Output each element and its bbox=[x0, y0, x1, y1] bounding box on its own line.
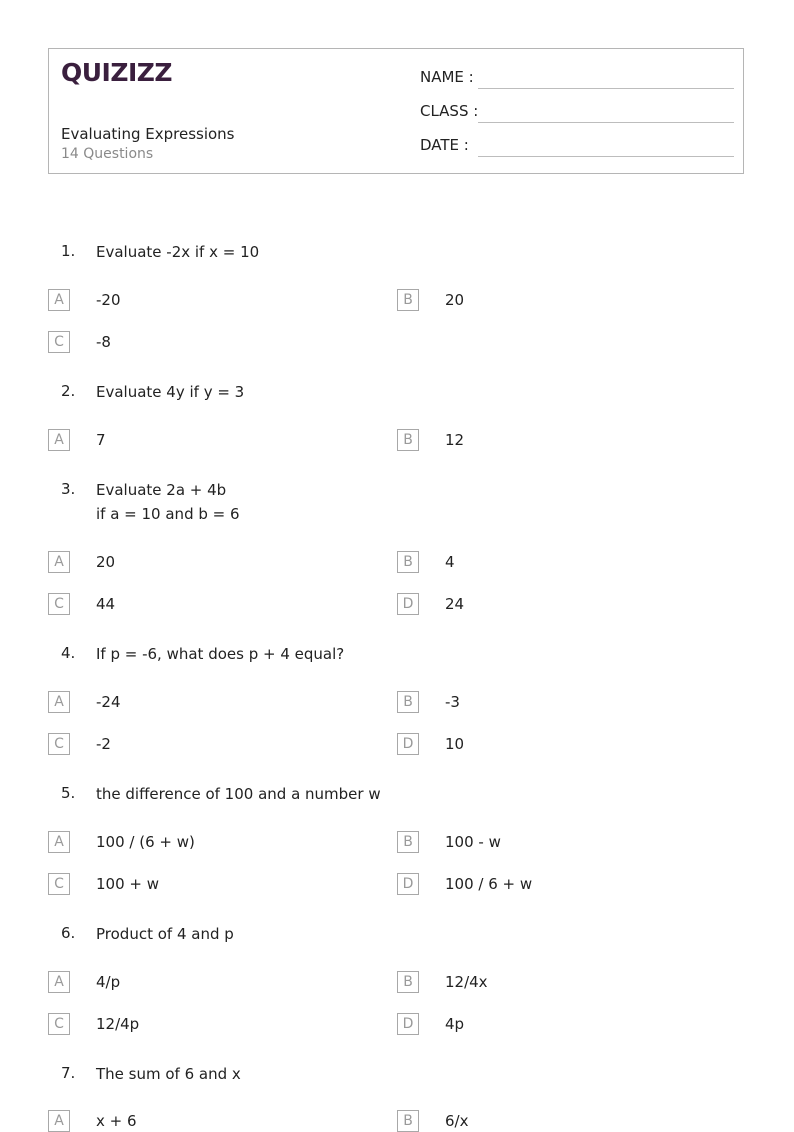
option-letter-c[interactable]: C bbox=[48, 873, 70, 895]
worksheet-header bbox=[48, 48, 744, 174]
option-letter-b[interactable]: B bbox=[397, 831, 419, 853]
option-letter-a[interactable]: A bbox=[48, 551, 70, 573]
option-text: 100 - w bbox=[445, 833, 501, 851]
quizizz-logo: QUIZIZZ bbox=[61, 58, 173, 87]
option-letter-d[interactable]: D bbox=[397, 593, 419, 615]
question-number: 4. bbox=[61, 644, 76, 662]
option-letter-a[interactable]: A bbox=[48, 971, 70, 993]
question-number: 6. bbox=[61, 924, 76, 942]
option-text: 44 bbox=[96, 595, 116, 613]
option-letter-c[interactable]: C bbox=[48, 1013, 70, 1035]
option-letter-b[interactable]: B bbox=[397, 691, 419, 713]
option-text: 10 bbox=[445, 735, 465, 753]
question-text: Product of 4 and p bbox=[96, 925, 234, 943]
option-letter-c[interactable]: C bbox=[48, 593, 70, 615]
worksheet-title: Evaluating Expressions bbox=[61, 125, 235, 143]
date-label: DATE : bbox=[420, 136, 469, 154]
option-letter-d[interactable]: D bbox=[397, 1013, 419, 1035]
option-text: -24 bbox=[96, 693, 121, 711]
date-line bbox=[478, 156, 734, 157]
question-text: The sum of 6 and x bbox=[96, 1065, 241, 1083]
option-text: 100 / 6 + w bbox=[445, 875, 533, 893]
option-text: -20 bbox=[96, 291, 121, 309]
question-number: 1. bbox=[61, 242, 76, 260]
option-text: 12 bbox=[445, 431, 465, 449]
option-text: 24 bbox=[445, 595, 465, 613]
question-text: the difference of 100 and a number w bbox=[96, 785, 381, 803]
option-letter-a[interactable]: A bbox=[48, 429, 70, 451]
option-text: 20 bbox=[96, 553, 116, 571]
question-text: If p = -6, what does p + 4 equal? bbox=[96, 645, 345, 663]
option-letter-b[interactable]: B bbox=[397, 1110, 419, 1132]
option-letter-a[interactable]: A bbox=[48, 691, 70, 713]
option-letter-b[interactable]: B bbox=[397, 429, 419, 451]
name-label: NAME : bbox=[420, 68, 474, 86]
option-letter-a[interactable]: A bbox=[48, 831, 70, 853]
question-number: 5. bbox=[61, 784, 76, 802]
option-text: 7 bbox=[96, 431, 106, 449]
question-text: Evaluate 2a + 4b bbox=[96, 481, 227, 499]
question-text: Evaluate 4y if y = 3 bbox=[96, 383, 245, 401]
option-text: 100 / (6 + w) bbox=[96, 833, 195, 851]
option-text: 4 bbox=[445, 553, 455, 571]
question-number: 3. bbox=[61, 480, 76, 498]
class-label: CLASS : bbox=[420, 102, 479, 120]
option-letter-d[interactable]: D bbox=[397, 733, 419, 755]
option-letter-a[interactable]: A bbox=[48, 289, 70, 311]
option-letter-c[interactable]: C bbox=[48, 733, 70, 755]
option-text: 12/4x bbox=[445, 973, 488, 991]
option-text: -2 bbox=[96, 735, 111, 753]
name-line bbox=[478, 88, 734, 89]
option-letter-a[interactable]: A bbox=[48, 1110, 70, 1132]
option-text: 4/p bbox=[96, 973, 121, 991]
option-letter-b[interactable]: B bbox=[397, 289, 419, 311]
question-count: 14 Questions bbox=[61, 146, 154, 162]
option-letter-d[interactable]: D bbox=[397, 873, 419, 895]
option-letter-b[interactable]: B bbox=[397, 971, 419, 993]
option-text: -8 bbox=[96, 333, 111, 351]
option-text: x + 6 bbox=[96, 1112, 137, 1130]
option-letter-c[interactable]: C bbox=[48, 331, 70, 353]
option-text: 12/4p bbox=[96, 1015, 140, 1033]
class-line bbox=[478, 122, 734, 123]
option-text: 4p bbox=[445, 1015, 465, 1033]
option-text: -3 bbox=[445, 693, 460, 711]
question-number: 2. bbox=[61, 382, 76, 400]
option-text: 6/x bbox=[445, 1112, 469, 1130]
question-text: Evaluate -2x if x = 10 bbox=[96, 243, 260, 261]
option-text: 20 bbox=[445, 291, 465, 309]
option-letter-b[interactable]: B bbox=[397, 551, 419, 573]
question-number: 7. bbox=[61, 1064, 76, 1082]
question-text-line-2: if a = 10 and b = 6 bbox=[96, 505, 240, 523]
option-text: 100 + w bbox=[96, 875, 160, 893]
